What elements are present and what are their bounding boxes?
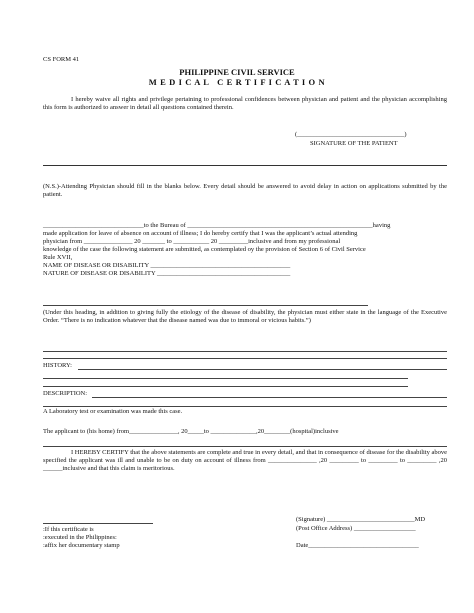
- blank-line[interactable]: [43, 305, 368, 306]
- blank-line[interactable]: [43, 351, 447, 352]
- blank-line[interactable]: [43, 386, 408, 387]
- blank-line[interactable]: [43, 378, 408, 379]
- heading-note: (Under this heading, in addition to giving fully the etiology of the disease of disability, the physician must either state in the language of the Executive Order. “There is no indication whatever that the disease named was due to immoral or vicious habits.”): [43, 309, 447, 325]
- blank-line[interactable]: [43, 358, 447, 359]
- description-field[interactable]: [92, 397, 447, 398]
- stamp-note-1: :If this certificate is: [43, 526, 94, 533]
- certification-line-5: Rule XVII,: [43, 254, 73, 261]
- final-certification[interactable]: I HEREBY CERTIFY that the above statements are complete and true in every detail, and that in consequence of disease for the disability above specified the applicant was ill and unable to be on duty on account of illness from _______________ ,20 _________ to _________ to _________ ,20 ______inclusive and that this claim is meritorious.: [43, 449, 448, 473]
- blank-line[interactable]: [43, 446, 447, 447]
- physician-signature-field[interactable]: (Signature) ___________________________MD: [296, 516, 426, 523]
- certification-line-2: made application for leave of absence on account of illness; I do hereby certify that I was the applicant’s actual attending: [43, 230, 358, 237]
- history-field[interactable]: [78, 369, 447, 370]
- post-office-address-field[interactable]: (Post Office Address) ___________________: [296, 525, 416, 532]
- certification-line-1[interactable]: _______________________________to the Bureau of _________________________________________________________having: [43, 222, 391, 229]
- physician-instructions: (N.S.)-Attending Physician should fill in the blanks below. Every detail should be answered to avoid delay in action on applications submitted by the patient.: [43, 183, 447, 199]
- applicant-period-line[interactable]: The applicant to (his home) from_______________, 20_____to ______________,20________(hospital)inclusive: [43, 428, 339, 435]
- date-field[interactable]: Date__________________________________: [296, 542, 419, 549]
- section-divider: [43, 165, 447, 166]
- disease-nature-field[interactable]: NATURE OF DISEASE OR DISABILITY _________________________________________: [43, 270, 291, 277]
- history-label: HISTORY:: [43, 362, 72, 369]
- agency-name: PHILIPPINE CIVIL SERVICE: [179, 67, 295, 77]
- stamp-note-2: :executed in the Philippines:: [43, 534, 117, 541]
- stamp-note-3: :affix her documentary stamp: [43, 542, 120, 549]
- description-label: DESCRIPTION:: [43, 390, 88, 397]
- patient-signature-label: SIGNATURE OF THE PATIENT: [310, 140, 398, 147]
- form-code: CS FORM 41: [43, 56, 80, 63]
- waiver-paragraph: I hereby waive all rights and privilege pertaining to professional confidences between physician and patient and the physician accomplishing this form is authorized to answer in detail all questions contained therein.: [43, 96, 447, 112]
- lab-note: A Laboratory test or examination was made this case.: [43, 408, 183, 415]
- form-title: M E D I C A L C E R T I F I C A T I O N: [148, 77, 326, 87]
- disease-name-field[interactable]: NAME OF DISEASE OR DISABILITY ___________________________________________: [43, 262, 291, 269]
- blank-line[interactable]: [43, 406, 447, 407]
- patient-signature-line[interactable]: (_________________________________): [295, 131, 407, 138]
- certification-line-3[interactable]: physician from _______________ 20 _______ to ___________ 20 _________inclusive and from my professional: [43, 238, 341, 245]
- certification-line-4: knowledge of the case the following statement are submitted, as contemplated oy the provision of Section 6 of Civil Service: [43, 246, 366, 253]
- stamp-line[interactable]: [43, 523, 153, 524]
